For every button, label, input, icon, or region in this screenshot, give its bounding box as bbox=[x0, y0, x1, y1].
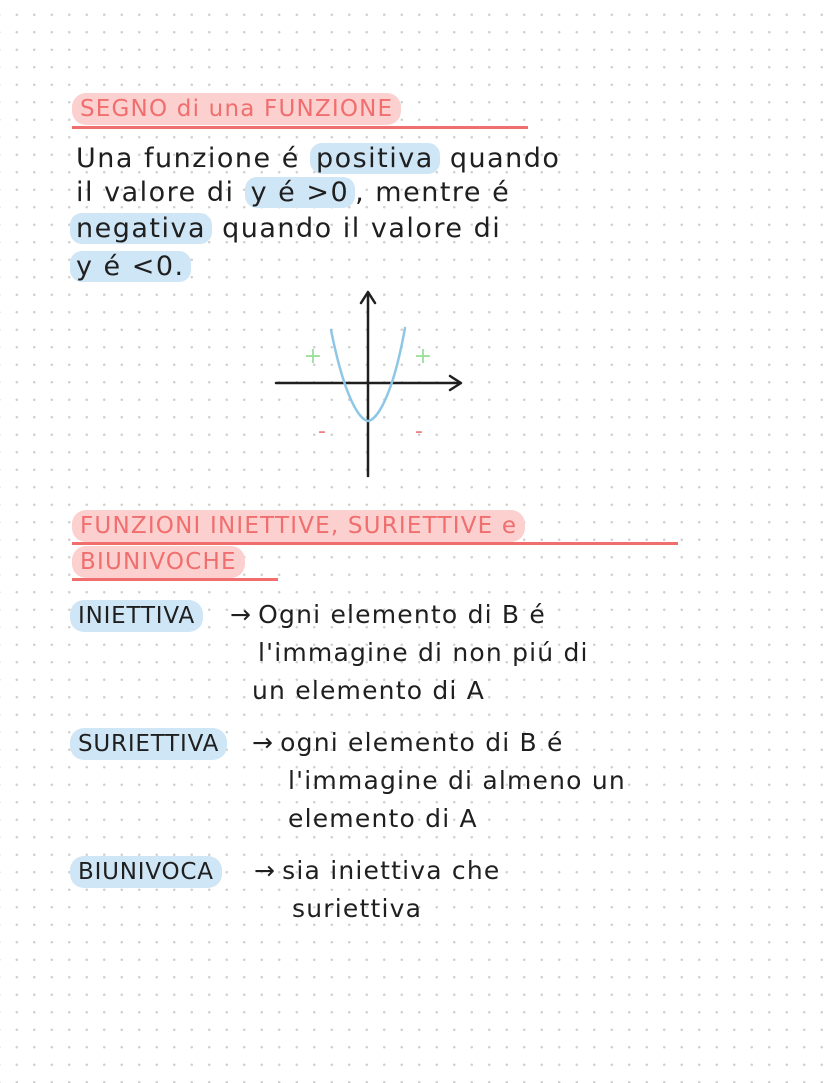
section2-title-underline-1 bbox=[72, 542, 678, 545]
minus-sign-right: - bbox=[415, 419, 423, 444]
term-suriettiva bbox=[70, 728, 227, 760]
text-segment: il valore di bbox=[76, 177, 245, 208]
highlight-y-positive: y é >0 bbox=[245, 177, 356, 208]
text-segment: quando bbox=[439, 143, 561, 174]
def-biunivoca-line-2: suriettiva bbox=[292, 894, 423, 923]
highlight-y-negative: y é <0. bbox=[70, 251, 191, 282]
section2-title-line2: BIUNIVOCHE bbox=[72, 546, 245, 578]
term-iniettiva bbox=[70, 600, 203, 632]
right-arrow-icon: → bbox=[252, 728, 275, 757]
term-label: INIETTIVA bbox=[78, 603, 195, 629]
def-iniettiva-line-2: l'immagine di non piú di bbox=[258, 638, 589, 667]
def-text: sia iniettiva che bbox=[282, 856, 501, 885]
def-suriettiva-line-1 bbox=[250, 726, 564, 760]
plus-sign-right: + bbox=[413, 344, 433, 369]
def-text: ogni elemento di B é bbox=[280, 728, 564, 757]
term-label: SURIETTIVA bbox=[78, 731, 220, 757]
def-biunivoca-line-1 bbox=[252, 854, 501, 888]
def-suriettiva-line-2: l'immagine di almeno un bbox=[288, 766, 626, 795]
minus-sign-left: - bbox=[318, 419, 326, 444]
def-iniettiva-line-3: un elemento di A bbox=[252, 676, 486, 705]
right-arrow-icon: → bbox=[254, 856, 277, 885]
def-iniettiva-line-1 bbox=[228, 598, 546, 632]
text-segment: , mentre é bbox=[355, 177, 511, 208]
right-arrow-icon: → bbox=[230, 600, 253, 629]
section2-title-underline-2 bbox=[72, 578, 278, 581]
plus-sign-left: + bbox=[303, 344, 323, 369]
highlight-negativa: negativa bbox=[70, 213, 212, 244]
def-suriettiva-line-3: elemento di A bbox=[288, 804, 478, 833]
def-text: Ogni elemento di B é bbox=[258, 600, 547, 629]
term-biunivoca bbox=[70, 856, 222, 888]
term-label: BIUNIVOCA bbox=[78, 859, 214, 885]
highlight-positiva: positiva bbox=[310, 143, 440, 174]
text-segment: quando il valore di bbox=[212, 213, 502, 244]
section1-title: SEGNO di una FUNZIONE bbox=[72, 93, 401, 125]
section2-title-line1: FUNZIONI INIETTIVE, SURIETTIVE e bbox=[72, 510, 525, 542]
text-segment: Una funzione é bbox=[76, 143, 310, 174]
